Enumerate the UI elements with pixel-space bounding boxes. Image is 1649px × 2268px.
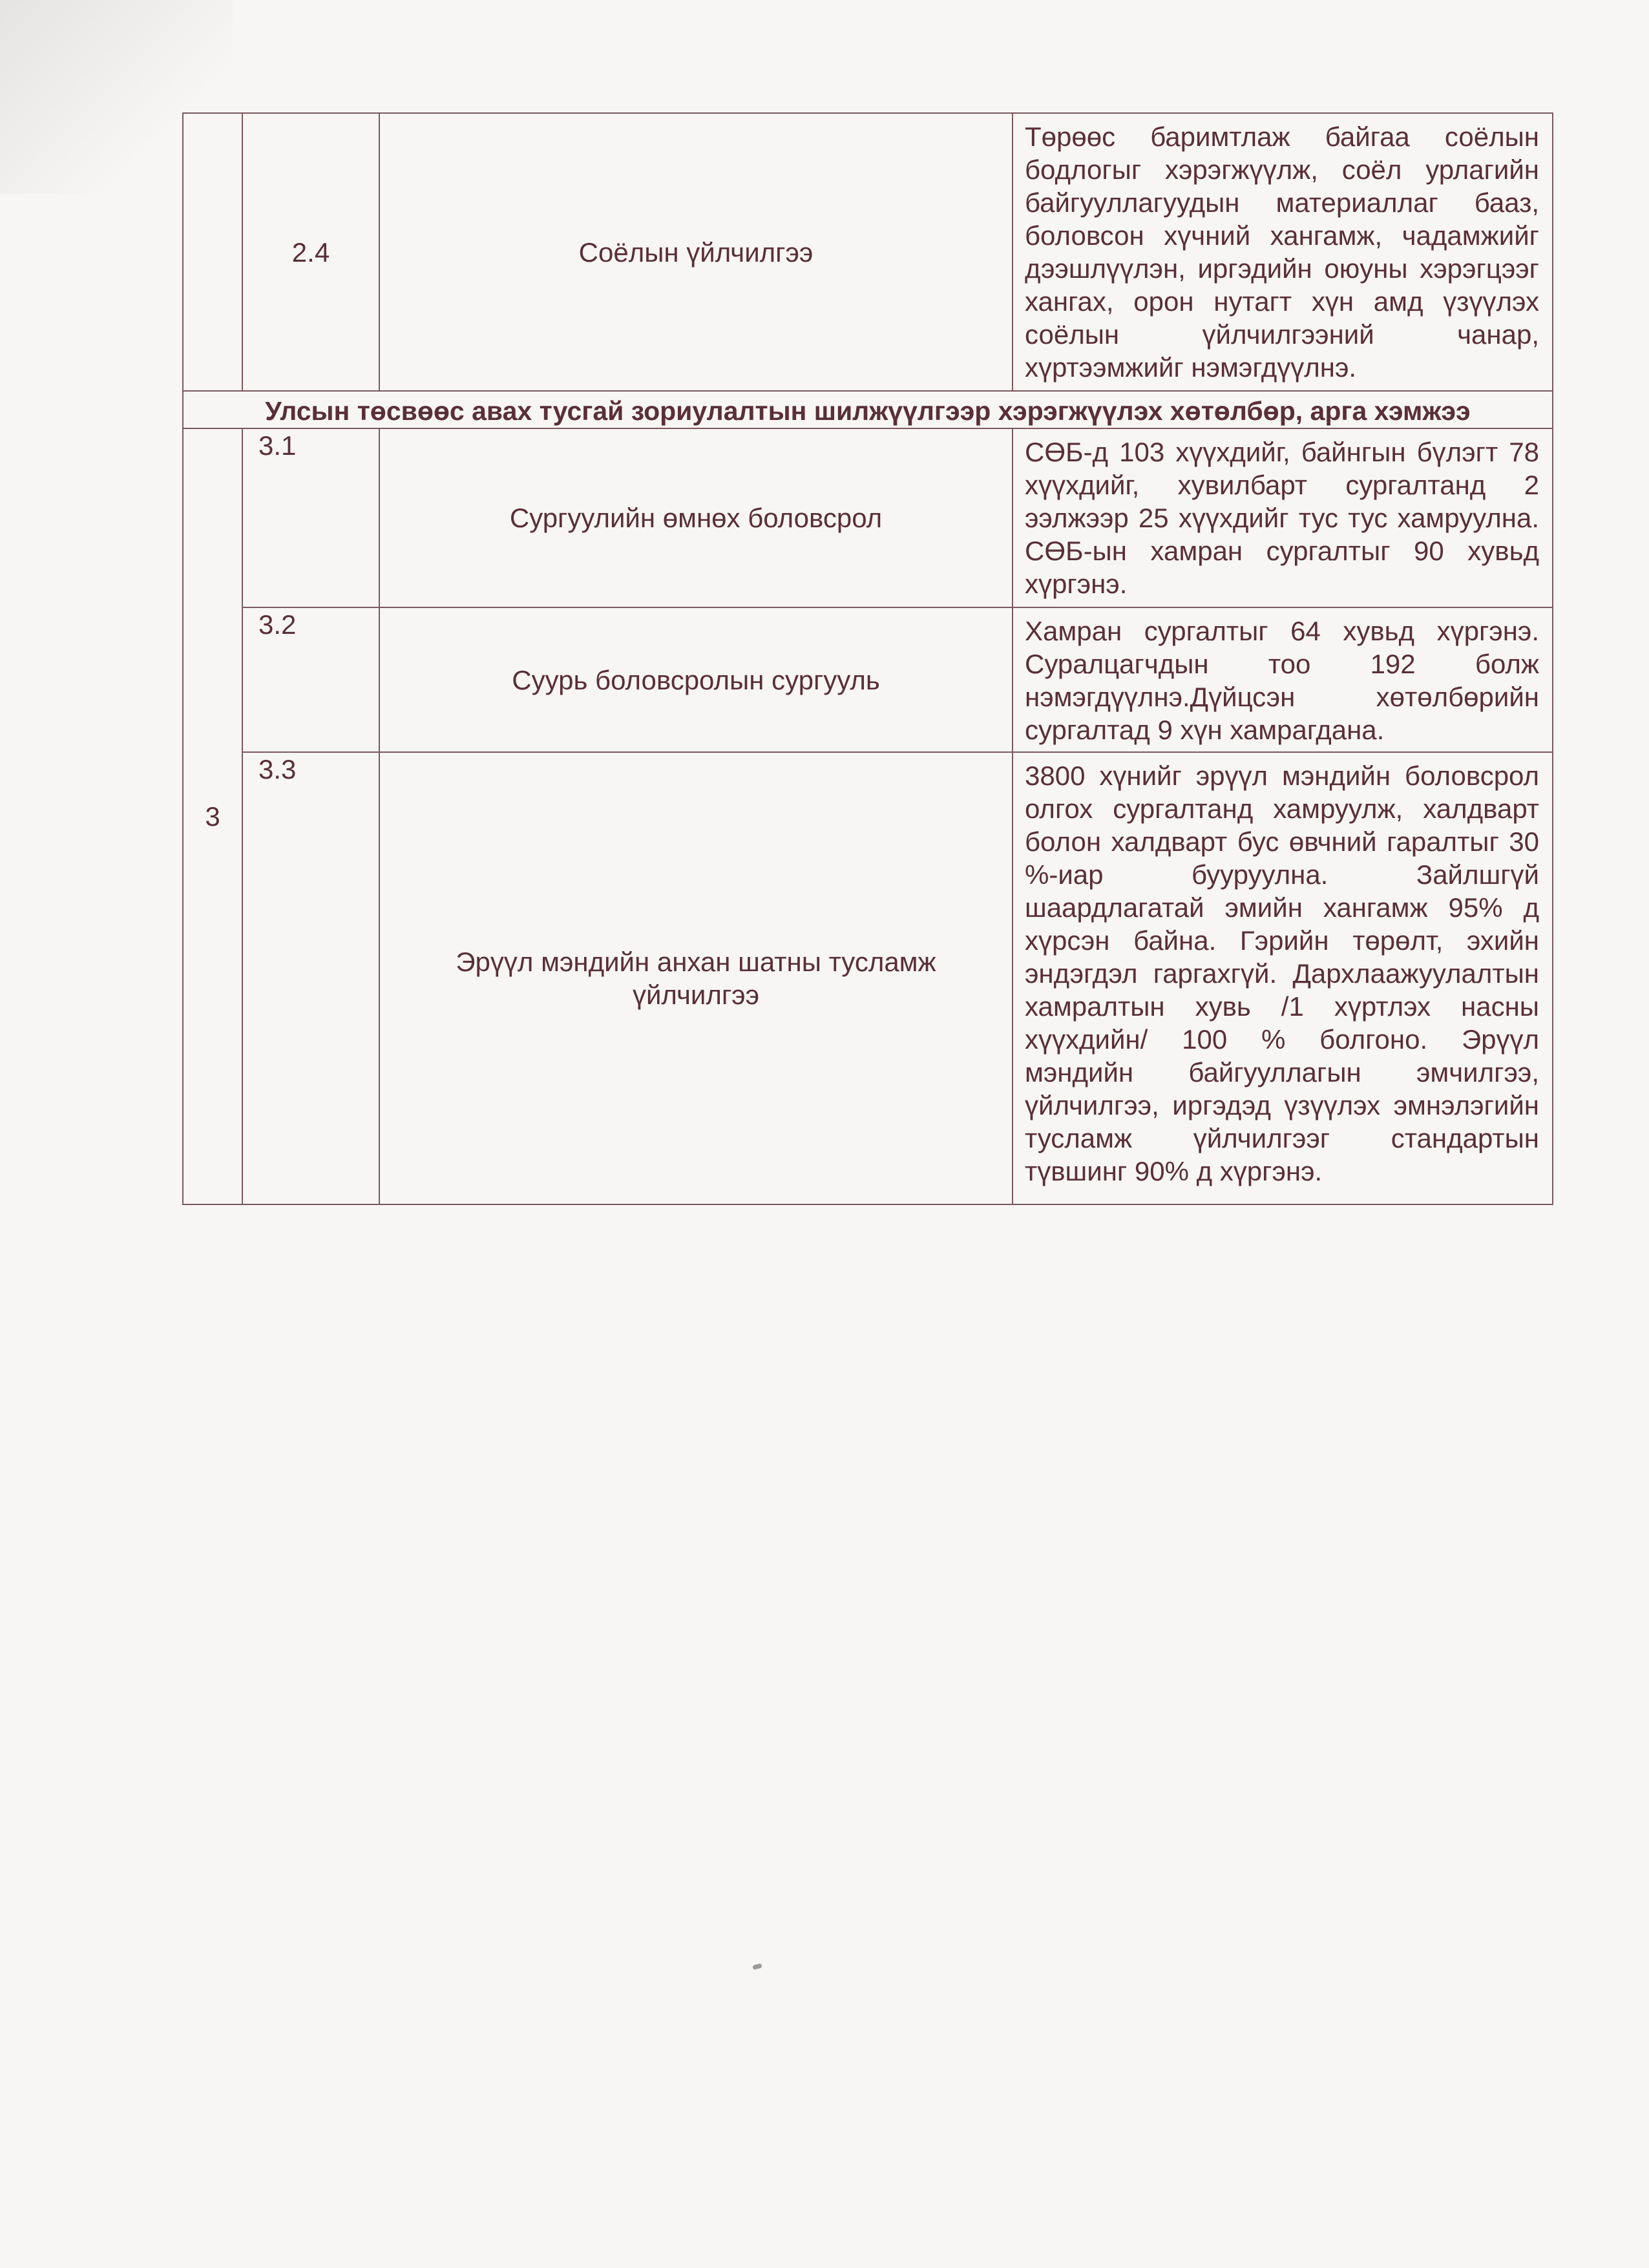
item-number: 3.1 [242,428,379,607]
group-cell-empty [183,113,242,391]
item-name: Эрүүл мэндийн анхан шатны тусламж үйлчилгээ [379,752,1013,1204]
scan-speck [752,1963,762,1969]
item-number: 3.3 [242,752,379,1204]
table-row [183,752,1553,1204]
table-row [183,113,1553,391]
item-description: Төрөөс баримтлаж байгаа соёлын бодлогыг хэрэгжүүлж, соёл урлагийн байгууллагуудын материаллаг бааз, боловсон хүчний хангамж, чадамжийг дээшлүүлэн, иргэдийн оюуны хэрэгцээг хангах, орон нутагт хүн амд үзүүлэх соёлын үйлчилгээний чанар, хүртээмжийг нэмэгдүүлнэ. [1013,113,1553,391]
item-name: Суурь боловсролын сургууль [379,607,1013,752]
section-heading-row [183,391,1553,428]
item-description: 3800 хүнийг эрүүл мэндийн боловсрол олгох сургалтанд хамруулж, халдварт болон халдварт бус өвчний гаралтыг 30 %-иар бууруулна. Зайлшгүй шаардлагатай эмийн хангамж 95% д хүрсэн байна. Гэрийн төрөлт, эхийн эндэгдэл гаргахгүй. Дархлаажуулалтын хамралтын хувь /1 хүртлэх насны хүүхдийн/ 100 % болгоно. Эрүүл мэндийн байгууллагын эмчилгээ, үйлчилгээ, иргэдэд үзүүлэх эмнэлэгийн тусламж үйлчилгээг стандартын түвшинг 90% д хүргэнэ. [1013,752,1553,1204]
table-row [183,607,1553,752]
plan-table [182,112,1553,1205]
section-heading: Улсын төсвөөс авах тусгай зориулалтын шилжүүлгээр хэрэгжүүлэх хөтөлбөр, арга хэмжээ [183,391,1553,428]
item-number: 2.4 [242,113,379,391]
group-number: 3 [183,428,242,1204]
item-name: Сургуулийн өмнөх боловсрол [379,428,1013,607]
item-description: Хамран сургалтыг 64 хувьд хүргэнэ. Суралцагчдын тоо 192 болж нэмэгдүүлнэ.Дүйцсэн хөтөлбөрийн сургалтад 9 хүн хамрагдана. [1013,607,1553,752]
item-description: СӨБ-д 103 хүүхдийг, байнгын бүлэгт 78 хүүхдийг, хувилбарт сургалтанд 2 ээлжээр 25 хүүхдийг тус тус хамруулна. СӨБ-ын хамран сургалтыг 90 хувьд хүргэнэ. [1013,428,1553,607]
table-row [183,428,1553,607]
item-number: 3.2 [242,607,379,752]
item-name: Соёлын үйлчилгээ [379,113,1013,391]
